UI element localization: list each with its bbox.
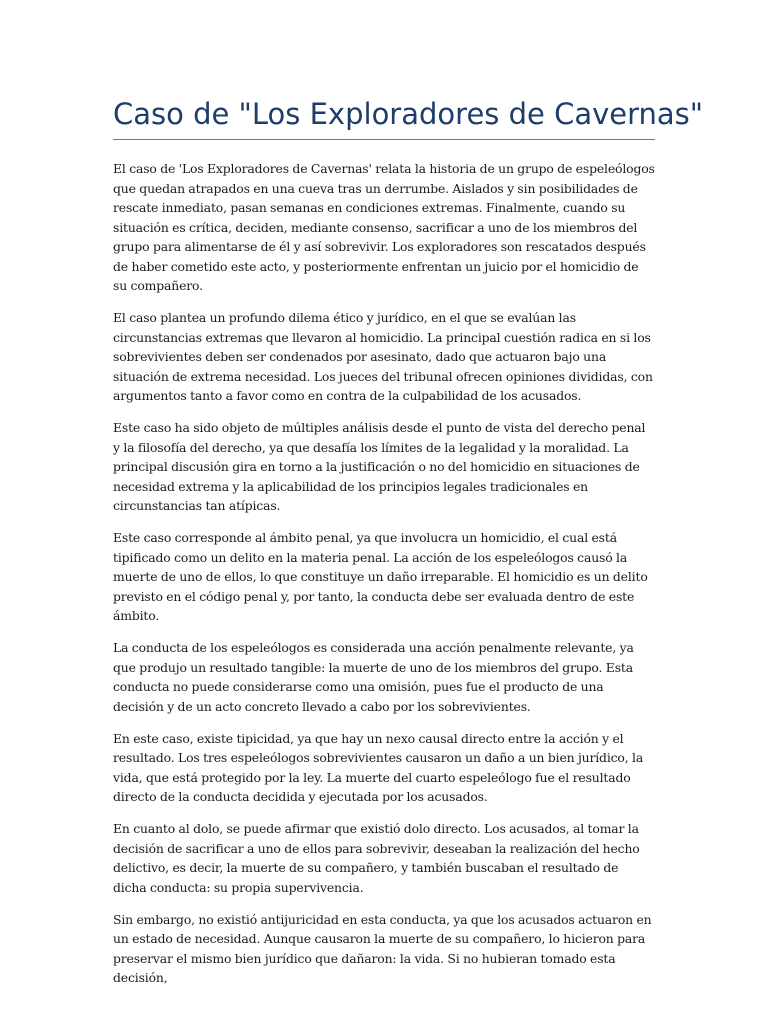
title-divider (113, 139, 655, 140)
paragraph-1: El caso de 'Los Exploradores de Cavernas' relata la historia de un grupo de espeleólogos que quedan atrapados en una cueva tras un derrumbe. Aislados y sin posibilidades de rescate inmediato, pasan semanas en condiciones extremas. Finalmente, cuando su situación es crítica, deciden, mediante consenso, sacrificar a uno de los miembros del grupo para alimentarse de él y así sobrevivir. Los exploradores son rescatados después de haber cometido este acto, y posteriormente enfrentan un juicio por el homicidio de su compañero. (113, 161, 655, 293)
paragraph-3: Este caso ha sido objeto de múltiples análisis desde el punto de vista del derecho penal y la filosofía del derecho, ya que desafía los límites de la legalidad y la moralidad. La principal discusión gira en torno a la justificación o no del homicidio en situaciones de necesidad extrema y la aplicabilidad de los principios legales tradicionales en circunstancias tan atípicas. (113, 420, 646, 513)
document-title: Caso de "Los Exploradores de Cavernas" (113, 97, 704, 131)
paragraph-4: Este caso corresponde al ámbito penal, ya que involucra un homicidio, el cual está tipificado como un delito en la materia penal. La acción de los espeleólogos causó la muerte de uno de ellos, lo que constituye un daño irreparable. El homicidio es un delito previsto en el código penal y, por tanto, la conducta debe ser evaluada dentro de este ámbito. (113, 530, 648, 623)
paragraph-6: En este caso, existe tipicidad, ya que hay un nexo causal directo entre la acción y el resultado. Los tres espeleólogos sobrevivientes causaron un daño a un bien jurídico, la vida, que está protegido por la ley. La muerte del cuarto espeleólogo fue el resultado directo de la conducta decidida y ejecutada por los acusados. (113, 730, 644, 804)
document-body (113, 159, 655, 1000)
paragraph-8: Sin embargo, no existió antijuricidad en esta conducta, ya que los acusados actuaron en un estado de necesidad. Aunque causaron la muerte de su compañero, lo hicieron para preservar el mismo bien jurídico que dañaron: la vida. Si no hubieran tomado esta decisión, (113, 911, 652, 985)
paragraph-5: La conducta de los espeleólogos es considerada una acción penalmente relevante, ya que produjo un resultado tangible: la muerte de uno de los miembros del grupo. Esta conducta no puede considerarse como una omisión, pues fue el producto de una decisión y de un acto concreto llevado a cabo por los sobrevivientes. (113, 640, 634, 714)
paragraph-2: El caso plantea un profundo dilema ético y jurídico, en el que se evalúan las circunstancias extremas que llevaron al homicidio. La principal cuestión radica en si los sobrevivientes deben ser condenados por asesinato, dado que actuaron bajo una situación de extrema necesidad. Los jueces del tribunal ofrecen opiniones divididas, con argumentos tanto a favor como en contra de la culpabilidad de los acusados. (113, 310, 653, 403)
paragraph-7: En cuanto al dolo, se puede afirmar que existió dolo directo. Los acusados, al tomar la decisión de sacrificar a uno de ellos para sobrevivir, deseaban la realización del hecho delictivo, es decir, la muerte de su compañero, y también buscaban el resultado de dicha conducta: su propia supervivencia. (113, 821, 640, 895)
